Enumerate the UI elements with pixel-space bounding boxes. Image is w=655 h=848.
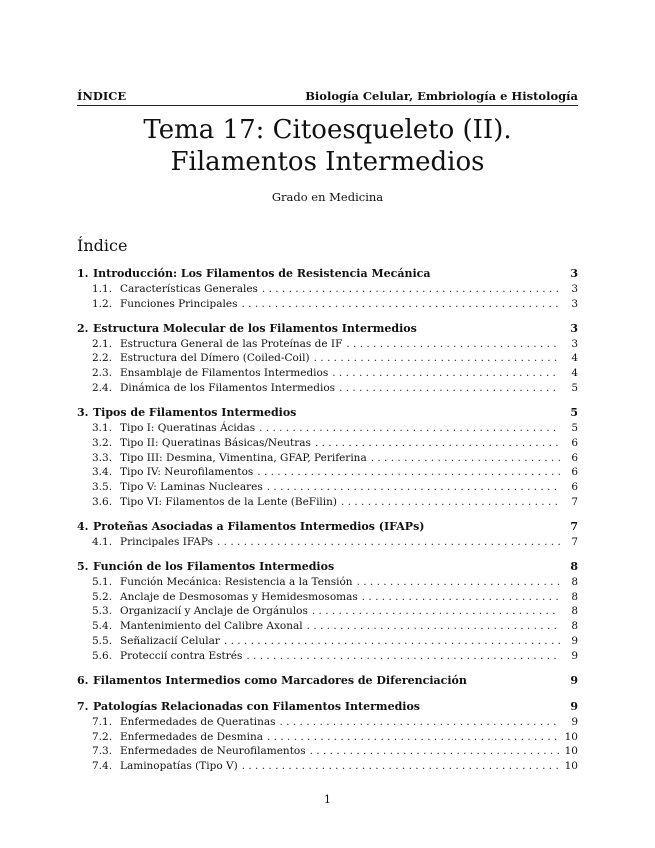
toc-entry-number: 5.1. <box>92 576 113 588</box>
toc-entry-title: Enfermedades de Neurofilamentos <box>120 745 306 757</box>
toc-entry-title: Señalizacií Celular <box>120 635 220 647</box>
toc-subsection-entry[interactable] <box>77 436 578 450</box>
toc-dot-leader <box>346 337 560 351</box>
toc-entry-number: 4. <box>77 520 89 533</box>
toc-entry-page: 9 <box>570 700 578 713</box>
toc-entry-page: 3 <box>571 338 578 350</box>
toc-entry-title: Proteccií contra Estrés <box>120 650 243 662</box>
toc-entry-title: Tipo III: Desmina, Vimentina, GFAP, Periferina <box>120 452 367 464</box>
toc-entry-title: Estructura del Dímero (Coiled-Coil) <box>120 352 310 364</box>
header-section: ÍNDICE <box>77 89 127 103</box>
toc-subsection-entry[interactable] <box>77 715 578 729</box>
toc-entry-number: 7.1. <box>92 716 113 728</box>
toc-entry-page: 9 <box>571 635 578 647</box>
toc-entry-title: Función de los Filamentos Intermedios <box>93 560 335 573</box>
toc-entry-title: Mantenimiento del Calibre Axonal <box>120 620 303 632</box>
toc-entry-number: 3.5. <box>92 481 113 493</box>
toc-entry-page: 3 <box>571 298 578 310</box>
toc-entry-number: 1. <box>77 267 89 280</box>
toc-entry-title: Enfermedades de Queratinas <box>120 716 276 728</box>
toc-subsection-entry[interactable] <box>77 381 578 395</box>
toc-subsection-entry[interactable] <box>77 604 578 618</box>
toc-entry-number: 7. <box>77 700 89 713</box>
toc-subsection-entry[interactable] <box>77 634 578 648</box>
toc-heading: Índice <box>77 236 128 255</box>
toc-entry-title: Patologías Relacionadas con Filamentos Intermedios <box>93 700 420 713</box>
toc-entry-number: 2. <box>77 322 89 335</box>
toc-dot-leader <box>362 590 560 604</box>
toc-entry-title: Tipo I: Queratinas Ácidas <box>120 422 256 434</box>
toc-entry-page: 8 <box>570 560 578 573</box>
toc-entry-number: 6. <box>77 674 89 687</box>
toc-entry-number: 2.3. <box>92 367 113 379</box>
toc-entry-page: 6 <box>571 437 578 449</box>
toc-dot-leader <box>262 282 560 296</box>
toc-entry-page: 8 <box>571 576 578 588</box>
toc-entry-page: 6 <box>571 481 578 493</box>
toc-entry-title: Introducción: Los Filamentos de Resistencia Mecánica <box>93 267 431 280</box>
toc-dot-leader <box>267 730 560 744</box>
toc-dot-leader <box>310 744 560 758</box>
toc-entry-number: 3.1. <box>92 422 113 434</box>
toc-entry-page: 9 <box>571 650 578 662</box>
toc-dot-leader <box>267 480 560 494</box>
toc-entry-title: Estructura Molecular de los Filamentos Intermedios <box>93 322 417 335</box>
toc-entry-page: 10 <box>564 745 578 757</box>
toc-dot-leader <box>217 535 560 549</box>
toc-entry-number: 4.1. <box>92 536 113 548</box>
toc-subsection-entry[interactable] <box>77 535 578 549</box>
toc-subsection-entry[interactable] <box>77 744 578 758</box>
toc-entry-number: 1.2. <box>92 298 113 310</box>
toc-entry-page: 5 <box>571 382 578 394</box>
toc-entry-page: 7 <box>570 520 578 533</box>
toc-entry-title: Tipo IV: Neurofilamentos <box>120 466 254 478</box>
toc-section-entry[interactable] <box>77 406 578 420</box>
toc-subsection-entry[interactable] <box>77 366 578 380</box>
toc-entry-page: 9 <box>570 674 578 687</box>
toc-entry-number: 3. <box>77 406 89 419</box>
toc-entry-page: 4 <box>571 367 578 379</box>
toc-entry-number: 5.4. <box>92 620 113 632</box>
toc-entry-page: 3 <box>570 267 578 280</box>
toc-entry-page: 9 <box>571 716 578 728</box>
toc-entry-title: Principales IFAPs <box>120 536 213 548</box>
toc-entry-page: 7 <box>571 496 578 508</box>
title-line-1: Tema 17: Citoesqueleto (II). <box>143 115 512 145</box>
toc-entry-title: Anclaje de Desmosomas y Hemidesmosomas <box>120 591 358 603</box>
toc-entry-page: 8 <box>571 620 578 632</box>
toc-section-entry[interactable] <box>77 674 578 688</box>
toc-entry-number: 5.6. <box>92 650 113 662</box>
toc-section-entry[interactable] <box>77 520 578 534</box>
toc-entry-title: Tipos de Filamentos Intermedios <box>93 406 297 419</box>
title-line-2: Filamentos Intermedios <box>170 147 485 177</box>
toc-section-entry[interactable] <box>77 322 578 336</box>
toc-subsection-entry[interactable] <box>77 495 578 509</box>
toc-subsection-entry[interactable] <box>77 575 578 589</box>
toc-section-entry[interactable] <box>77 267 578 281</box>
toc-dot-leader <box>312 604 560 618</box>
toc-entry-title: Enfermedades de Desmina <box>120 731 263 743</box>
toc-dot-leader <box>315 436 560 450</box>
toc-entry-page: 10 <box>564 731 578 743</box>
toc-subsection-entry[interactable] <box>77 451 578 465</box>
toc-subsection-entry[interactable] <box>77 465 578 479</box>
toc-dot-leader <box>339 381 560 395</box>
toc-subsection-entry[interactable] <box>77 649 578 663</box>
toc-entry-page: 3 <box>571 283 578 295</box>
toc-entry-title: Tipo VI: Filamentos de la Lente (BeFilin) <box>120 496 338 508</box>
toc-subsection-entry[interactable] <box>77 421 578 435</box>
toc-entry-number: 1.1. <box>92 283 113 295</box>
toc-entry-page: 5 <box>571 422 578 434</box>
toc-entry-title: Organizacií y Anclaje de Orgánulos <box>120 605 308 617</box>
toc-entry-number: 5.3. <box>92 605 113 617</box>
toc-subsection-entry[interactable] <box>77 351 578 365</box>
toc-entry-title: Función Mecánica: Resistencia a la Tensión <box>120 576 353 588</box>
toc-entry-page: 4 <box>571 352 578 364</box>
toc-dot-leader <box>307 619 560 633</box>
toc-entry-title: Ensamblaje de Filamentos Intermedios <box>120 367 329 379</box>
toc-section-entry[interactable] <box>77 560 578 574</box>
toc-entry-title: Tipo V: Laminas Nucleares <box>120 481 263 493</box>
toc-subsection-entry[interactable] <box>77 759 578 773</box>
toc-entry-number: 3.3. <box>92 452 113 464</box>
toc-entry-title: Estructura General de las Proteínas de IF <box>120 338 343 350</box>
toc-entry-page: 3 <box>570 322 578 335</box>
toc-dot-leader <box>371 451 560 465</box>
toc-dot-leader <box>259 421 560 435</box>
toc-entry-number: 5.2. <box>92 591 113 603</box>
toc-dot-leader <box>257 465 560 479</box>
toc-entry-number: 7.4. <box>92 760 113 772</box>
toc-entry-number: 5. <box>77 560 89 573</box>
toc-dot-leader <box>280 715 561 729</box>
toc-entry-number: 3.2. <box>92 437 113 449</box>
toc-subsection-entry[interactable] <box>77 480 578 494</box>
toc-entry-number: 2.4. <box>92 382 113 394</box>
toc-entry-title: Dinámica de los Filamentos Intermedios <box>120 382 336 394</box>
toc-entry-number: 3.4. <box>92 466 113 478</box>
toc-entry-title: Tipo II: Queratinas Básicas/Neutras <box>120 437 311 449</box>
toc-dot-leader <box>242 759 560 773</box>
page-number: 1 <box>324 793 331 806</box>
toc-subsection-entry[interactable] <box>77 337 578 351</box>
toc-entry-number: 7.2. <box>92 731 113 743</box>
toc-dot-leader <box>332 366 560 380</box>
toc-section-entry[interactable] <box>77 700 578 714</box>
document-subtitle: Grado en Medicina <box>271 190 384 204</box>
toc-entry-number: 2.2. <box>92 352 113 364</box>
toc-entry-number: 2.1. <box>92 338 113 350</box>
toc-subsection-entry[interactable] <box>77 282 578 296</box>
toc-dot-leader <box>241 297 560 311</box>
toc-entry-page: 8 <box>571 591 578 603</box>
toc-entry-title: Funciones Principales <box>120 298 238 310</box>
toc-dot-leader <box>357 575 560 589</box>
toc-subsection-entry[interactable] <box>77 730 578 744</box>
toc-entry-number: 3.6. <box>92 496 113 508</box>
toc-entry-number: 7.3. <box>92 745 113 757</box>
table-of-contents <box>77 0 578 848</box>
toc-entry-page: 5 <box>570 406 578 419</box>
toc-subsection-entry[interactable] <box>77 619 578 633</box>
toc-subsection-entry[interactable] <box>77 590 578 604</box>
toc-entry-page: 6 <box>571 452 578 464</box>
toc-entry-title: Laminopatías (Tipo V) <box>120 760 238 772</box>
toc-entry-title: Filamentos Intermedios como Marcadores de Diferenciación <box>93 674 467 687</box>
toc-dot-leader <box>224 634 560 648</box>
toc-entry-page: 10 <box>564 760 578 772</box>
toc-dot-leader <box>341 495 560 509</box>
toc-entry-title: Proteñas Asociadas a Filamentos Intermedios (IFAPs) <box>93 520 425 533</box>
toc-entry-page: 6 <box>571 466 578 478</box>
toc-entry-number: 5.5. <box>92 635 113 647</box>
toc-dot-leader <box>314 351 560 365</box>
toc-entry-page: 8 <box>571 605 578 617</box>
toc-dot-leader <box>246 649 560 663</box>
header-course: Biología Celular, Embriología e Histología <box>305 89 578 103</box>
toc-entry-page: 7 <box>571 536 578 548</box>
toc-entry-title: Características Generales <box>120 283 258 295</box>
toc-subsection-entry[interactable] <box>77 297 578 311</box>
